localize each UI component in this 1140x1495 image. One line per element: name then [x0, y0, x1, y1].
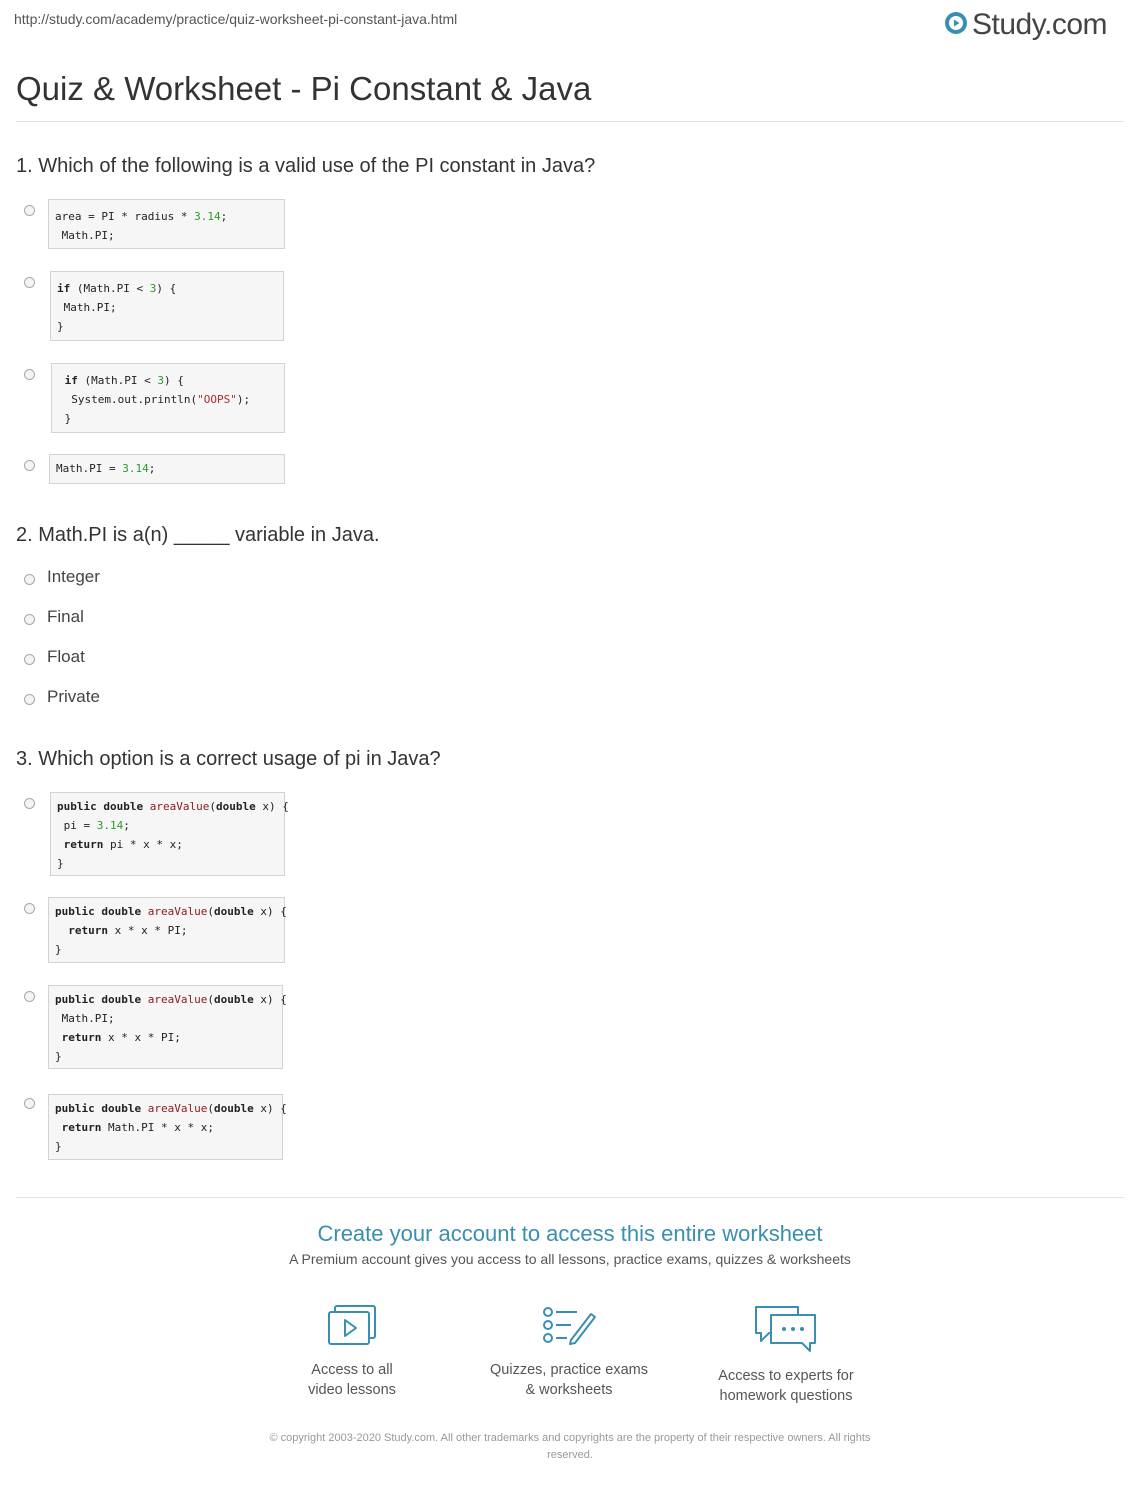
code-token: x * x * PI;: [108, 924, 188, 937]
q3-option-4-code[interactable]: [48, 1094, 287, 1160]
chat-bubbles-icon: [696, 1304, 876, 1354]
feature-quizzes-line2: & worksheets: [525, 1382, 613, 1398]
code-token: pi * x * x;: [103, 838, 183, 851]
code-token: [55, 1031, 62, 1044]
code-token: }: [55, 1140, 62, 1153]
code-token: 3.14: [122, 462, 149, 475]
feature-quizzes-line1: Quizzes, practice exams: [490, 1362, 648, 1378]
q2-option-2-radio[interactable]: [24, 614, 35, 625]
question-1-title: 1. Which of the following is a valid use of the PI constant in Java?: [16, 155, 596, 177]
code-token: double: [213, 993, 254, 1006]
code-token: System.out.println(: [58, 393, 198, 406]
code-token: return: [68, 924, 108, 937]
cta-divider: [16, 1197, 1124, 1198]
q3-option-3-radio[interactable]: [24, 991, 35, 1002]
code-token: double: [213, 1102, 254, 1115]
code-token: Math.PI;: [55, 1012, 115, 1025]
code-token: area = PI * radius *: [55, 210, 195, 223]
code-token: ) {: [156, 282, 177, 295]
q1-option-2-code[interactable]: [50, 271, 284, 341]
q3-option-2-code[interactable]: [48, 897, 285, 963]
code-token: [143, 800, 150, 813]
q2-option-4-radio[interactable]: [24, 694, 35, 705]
feature-video-line1: Access to all: [311, 1362, 393, 1378]
code-token: return: [63, 838, 104, 851]
q2-option-3-radio[interactable]: [24, 654, 35, 665]
q1-option-1-radio[interactable]: [24, 205, 35, 216]
q1-option-1-code[interactable]: [48, 199, 285, 249]
code-token: return: [61, 1121, 102, 1134]
code-token: x) {: [253, 993, 287, 1006]
code-token: [141, 905, 148, 918]
code-token: );: [236, 393, 251, 406]
q2-option-3-label[interactable]: Float: [47, 647, 85, 666]
code-token: [141, 993, 148, 1006]
code-token: 3: [149, 282, 157, 295]
code-token: ;: [123, 819, 130, 832]
q2-option-4-label[interactable]: Private: [47, 687, 100, 706]
code-token: (: [207, 905, 214, 918]
code-token: areaValue: [149, 800, 210, 813]
page-title: Quiz & Worksheet - Pi Constant & Java: [16, 70, 592, 107]
code-token: }: [58, 412, 72, 425]
code-token: ;: [220, 210, 228, 223]
code-token: (: [209, 800, 216, 813]
code-token: (Math.PI <: [70, 282, 150, 295]
code-token: "OOPS": [197, 393, 237, 406]
copyright-line-2: reserved.: [547, 1449, 593, 1461]
q2-option-2-label[interactable]: Final: [47, 607, 84, 626]
code-token: public double: [55, 1102, 142, 1115]
copyright-line-1: © copyright 2003-2020 Study.com. All other trademarks and copyrights are the property of their respective owners. All rights: [269, 1432, 871, 1444]
code-token: areaValue: [147, 993, 208, 1006]
code-token: double: [213, 905, 254, 918]
code-token: Math.PI;: [55, 229, 115, 242]
code-token: 3.14: [194, 210, 221, 223]
code-token: areaValue: [147, 905, 208, 918]
q2-option-1-radio[interactable]: [24, 574, 35, 585]
q2-option-1-label[interactable]: Integer: [47, 567, 100, 586]
code-token: [58, 374, 65, 387]
feature-video-line2: video lessons: [308, 1382, 396, 1398]
code-token: public double: [55, 905, 142, 918]
code-token: [55, 924, 68, 937]
code-token: Math.PI * x * x;: [101, 1121, 214, 1134]
study-logo[interactable]: [944, 8, 1107, 42]
code-token: public double: [55, 993, 142, 1006]
q1-option-4-radio[interactable]: [24, 460, 35, 471]
code-token: }: [55, 943, 62, 956]
cta-title[interactable]: Create your account to access this entire worksheet: [317, 1221, 823, 1246]
code-token: x) {: [255, 800, 289, 813]
code-token: }: [57, 320, 64, 333]
feature-quizzes: [479, 1304, 659, 1400]
q1-option-2-radio[interactable]: [24, 277, 35, 288]
q1-option-3-code[interactable]: [51, 363, 285, 433]
title-divider: [16, 121, 1124, 122]
feature-experts-line2: homework questions: [719, 1388, 853, 1404]
code-token: 3.14: [96, 819, 124, 832]
code-token: 3: [157, 374, 164, 387]
code-token: if: [64, 374, 78, 387]
code-token: x * x * PI;: [101, 1031, 181, 1044]
code-token: x) {: [253, 1102, 287, 1115]
q3-option-4-radio[interactable]: [24, 1098, 35, 1109]
code-token: ;: [148, 462, 156, 475]
code-token: ) {: [163, 374, 184, 387]
logo-text: Study.com: [972, 8, 1107, 41]
page-url: http://study.com/academy/practice/quiz-worksheet-pi-constant-java.html: [14, 11, 458, 27]
code-token: [57, 838, 64, 851]
code-token: Math.PI;: [57, 301, 117, 314]
code-token: (: [207, 1102, 214, 1115]
quiz-checklist-icon: [479, 1304, 659, 1348]
code-token: }: [55, 1050, 62, 1063]
code-token: [141, 1102, 148, 1115]
code-token: return: [61, 1031, 102, 1044]
code-token: }: [57, 857, 64, 870]
code-token: (Math.PI <: [77, 374, 158, 387]
feature-video-lessons: [262, 1304, 442, 1400]
code-token: if: [57, 282, 71, 295]
cta-subtitle: A Premium account gives you access to all lessons, practice exams, quizzes & worksheets: [289, 1251, 851, 1267]
q3-option-3-code[interactable]: [48, 985, 287, 1069]
video-lesson-icon: [262, 1304, 442, 1348]
question-3-title: 3. Which option is a correct usage of pi in Java?: [16, 748, 441, 770]
q1-option-4-code[interactable]: [49, 454, 285, 484]
q3-option-2-radio[interactable]: [24, 903, 35, 914]
q1-option-3-radio[interactable]: [24, 369, 35, 380]
q3-option-1-radio[interactable]: [24, 798, 35, 809]
q3-option-1-code[interactable]: [50, 792, 289, 876]
feature-experts-line1: Access to experts for: [718, 1368, 854, 1384]
code-token: x) {: [253, 905, 287, 918]
copyright-text: [215, 1430, 925, 1464]
code-token: Math.PI =: [56, 462, 123, 475]
question-2-title: 2. Math.PI is a(n) _____ variable in Java.: [16, 524, 380, 546]
code-token: [55, 1121, 62, 1134]
feature-experts: [696, 1304, 876, 1406]
code-token: pi =: [57, 819, 97, 832]
play-circle-icon: [944, 11, 968, 40]
code-token: areaValue: [147, 1102, 208, 1115]
code-token: public double: [57, 800, 144, 813]
code-token: (: [207, 993, 214, 1006]
code-token: double: [215, 800, 256, 813]
